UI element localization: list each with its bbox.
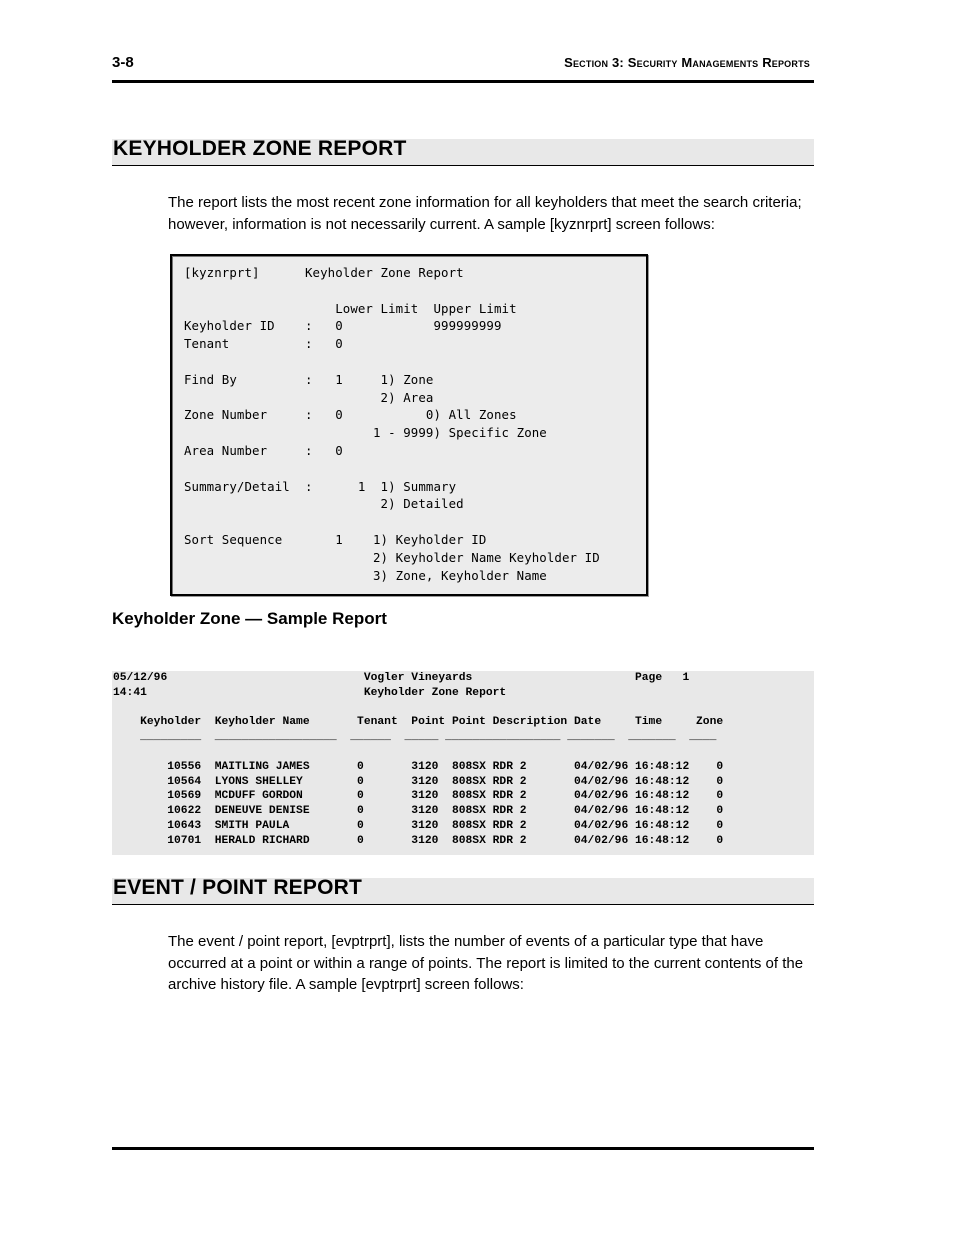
section-heading-keyholder-zone (112, 139, 814, 166)
sample-report-text: 05/12/96 Vogler Vineyards Page 1 14:41 Keyholder Zone Report Keyholder Keyholder Name Tenant Point Point Description Date Time Zone _________ __________________ ______ _____ _________________ _______ _______ ____ 10556 MAITLING JAMES 0 3120 808SX RDR 2 04/02/96 16:48:12 0 10564 LYONS SHELLEY 0 3120 808SX RDR 2 04/02/96 16:48:12 0 10569 MCDUFF GORDON 0 3120 808SX RDR 2 04/02/96 16:48:12 0 10622 DENEUVE DENISE 0 3120 808SX RDR 2 04/02/96 16:48:12 0 10643 SMITH PAULA 0 3120 808SX RDR 2 04/02/96 16:48:12 0 10701 HERALD RICHARD 0 3120 808SX RDR 2 04/02/96 16:48:12 0 (113, 672, 724, 847)
section-heading-event-point (112, 878, 814, 905)
sample-report (112, 671, 814, 855)
event-point-paragraph: The event / point report, [evptrprt], lists the number of events of a particular type that have occurred at a point or within a range of points. The report is limited to the current contents of the archive history file. A sample [evptrprt] screen follows: (168, 933, 804, 993)
header-rule (112, 80, 814, 83)
section-title: EVENT / POINT REPORT (113, 876, 363, 899)
intro-paragraph: The report lists the most recent zone information for all keyholders that meet the search criteria; however, information is not necessarily current. A sample [kyznrprt] screen follows: (168, 194, 802, 233)
running-header: Section 3: Security Managements Reports (564, 55, 810, 70)
page-number: 3-8 (112, 54, 134, 71)
terminal-screen-text: [kyznrprt] Keyholder Zone Report Lower Limit Upper Limit Keyholder ID : 0 999999999 Tenant : 0 Find By : 1 1) Zone 2) Area Zone Number : 0 0) All Zones 1 - 9999) Specific Zone Area Number : 0 Summary/Detail : 1 1) Summary 2) Detailed Sort Sequence 1 1) Keyholder ID 2) Keyholder Name Keyholder ID 3) Zone, Keyholder Name (184, 265, 600, 583)
footer-rule (112, 1147, 814, 1150)
terminal-screen (170, 254, 648, 596)
sample-report-caption: Keyholder Zone — Sample Report (112, 609, 387, 628)
section-title: KEYHOLDER ZONE REPORT (113, 137, 407, 160)
